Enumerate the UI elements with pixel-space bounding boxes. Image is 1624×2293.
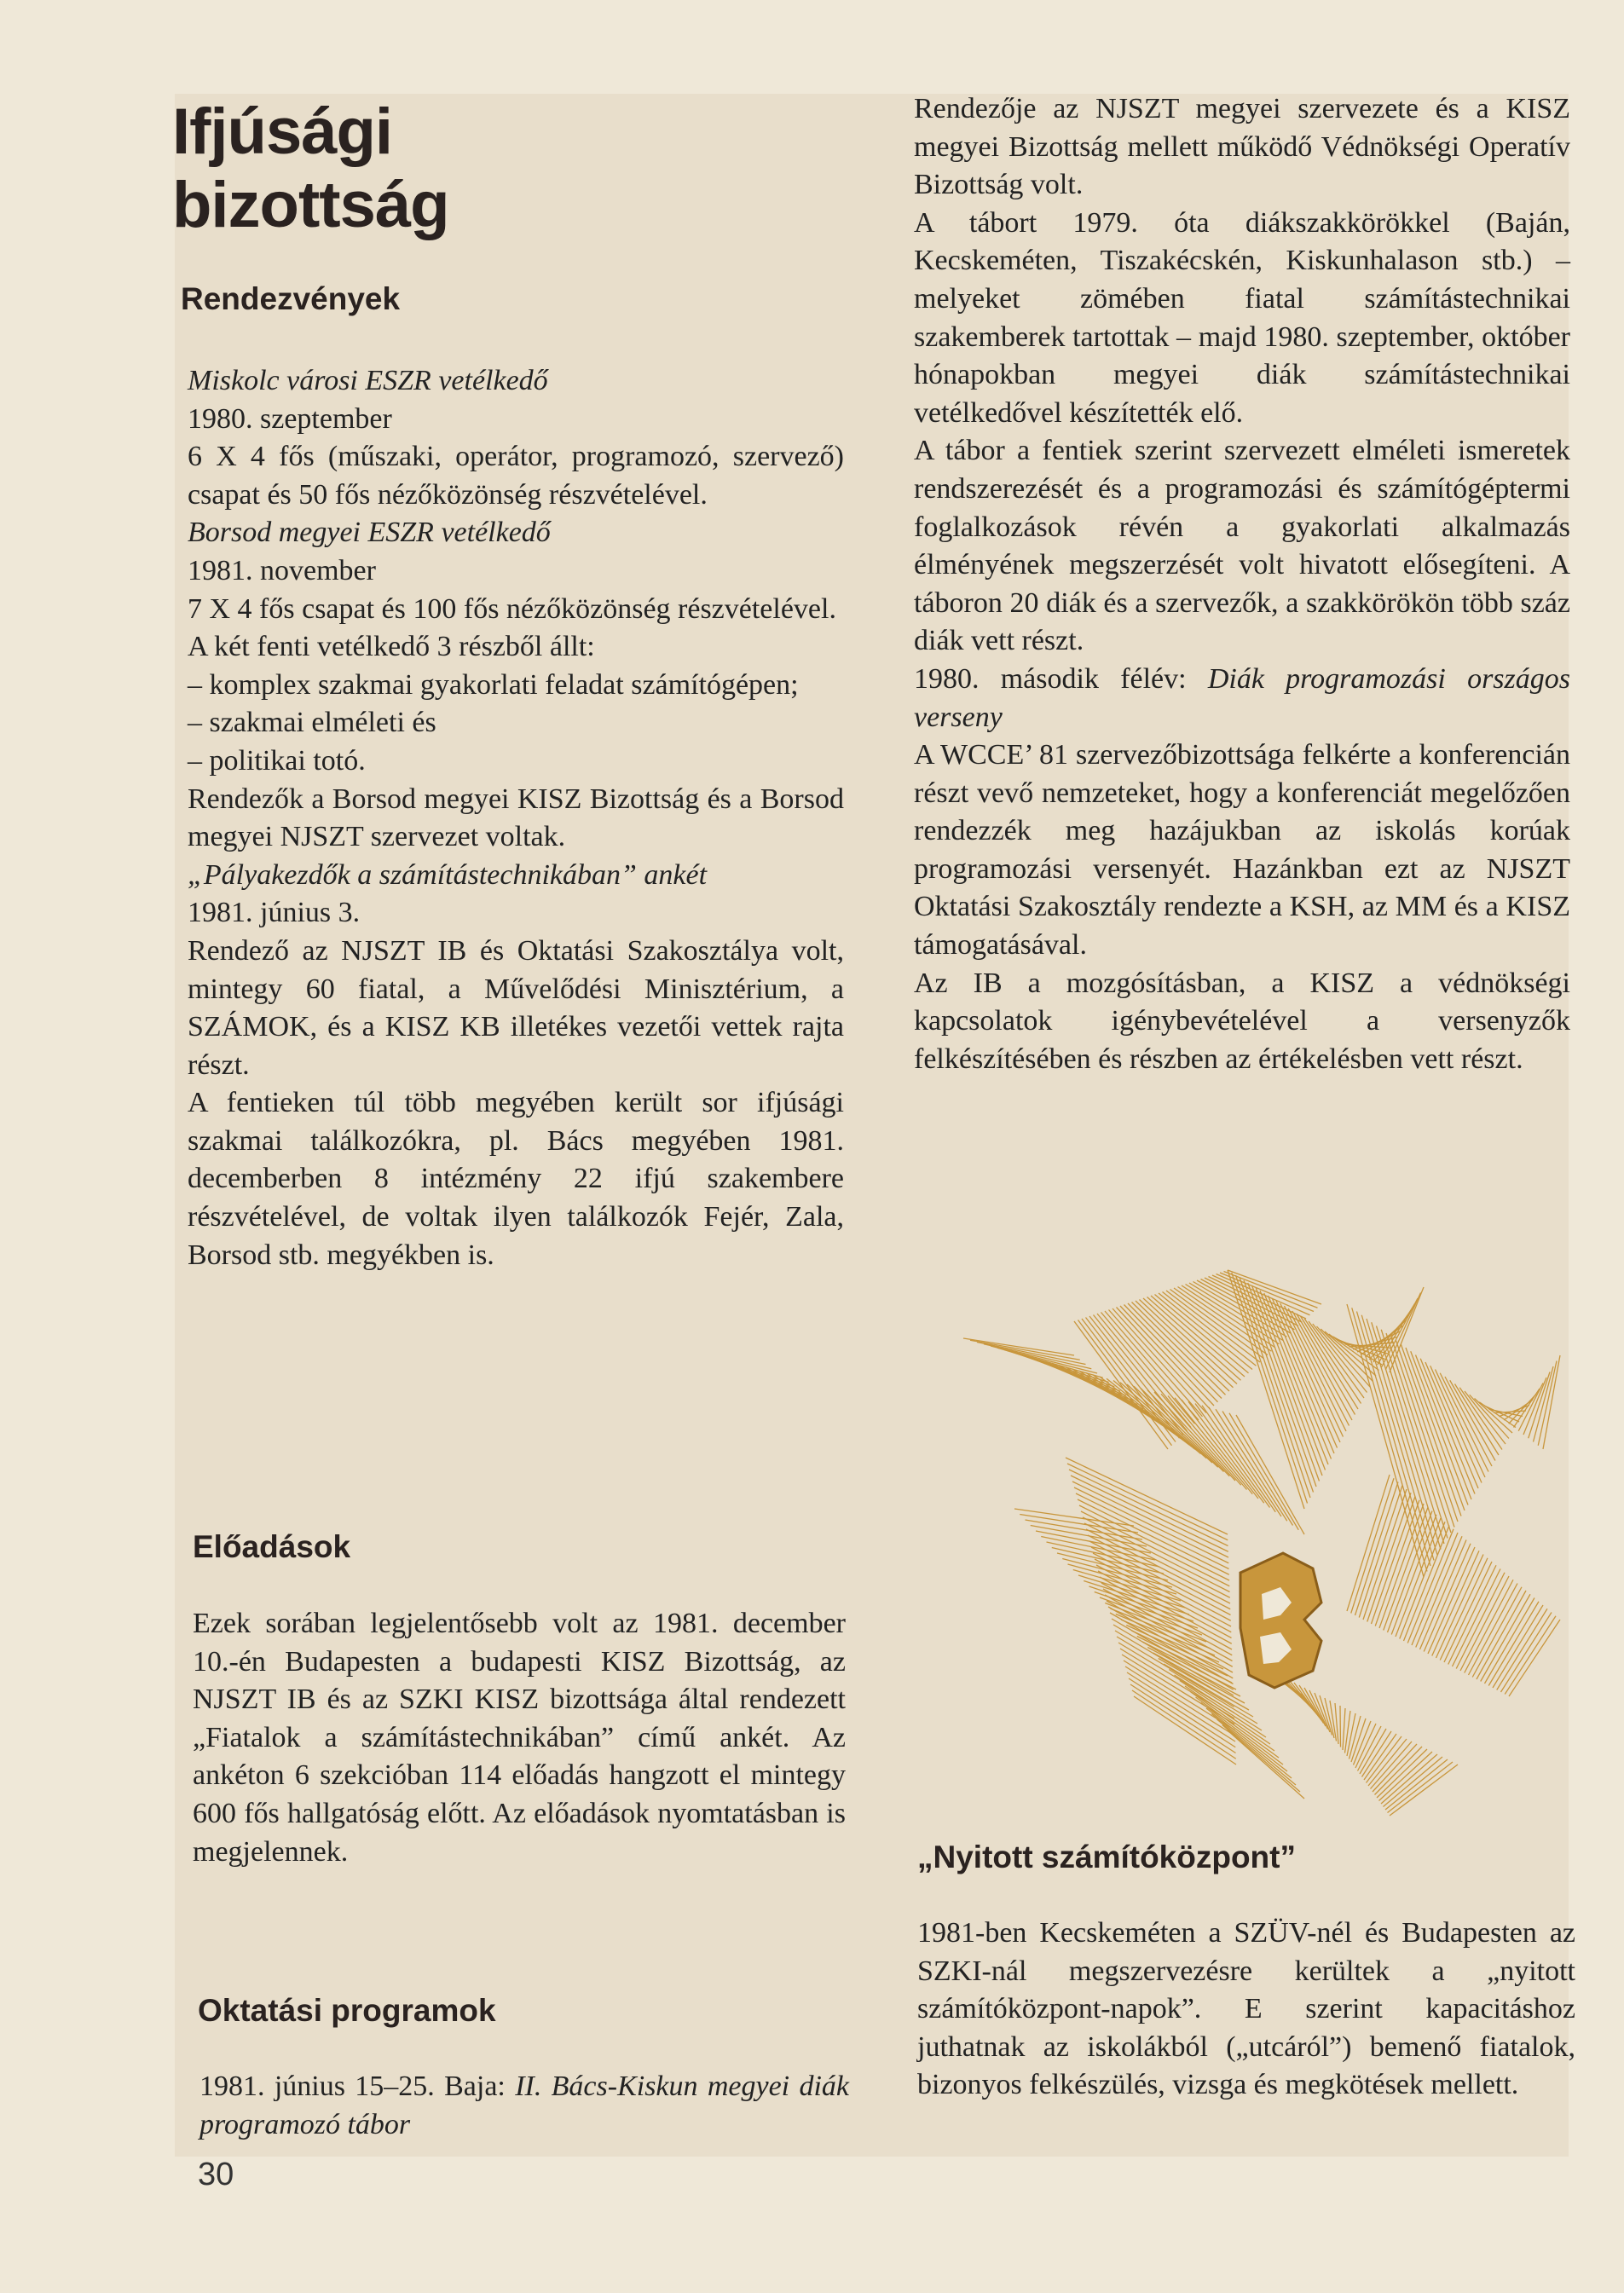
organizers-text: Rendezők a Borsod megyei KISZ Bizottság és a Borsod megyei NJSZT szervezet voltak. [188,783,844,853]
heading-oktatasi-programok: Oktatási programok [198,1993,496,2028]
event-date: 1981. június 3. [188,897,361,929]
verseny-title: Diák programozási országos verseny [914,662,1570,733]
list-item: – szakmai elméleti és [188,707,436,739]
heading-rendezvenyek: Rendezvények [181,281,401,316]
logo-mark [1240,1553,1321,1688]
event-title-miskolc: Miskolc városi ESZR vetélkedő [188,365,548,396]
event-date: 1980. szeptember [188,402,392,435]
event-parts-intro: A két fenti vetélkedő 3 részből állt: [188,631,595,663]
left-column [188,362,844,1274]
oktatasi-title: II. Bács-Kiskun megyei diák programozó tábor [199,2071,849,2140]
list-item: – politikai totó. [188,744,366,777]
list-item: – komplex szakmai gyakorlati feladat számítógépen; [188,668,799,701]
oktatasi-date: 1981. június 15–25. Baja: [199,2071,506,2102]
paragraph: Az IB a mozgósításban, a KISZ a védnökségi kapcsolatok igénybevételével a versenyzők felkészítésében és részben az értékelésben vett részt. [914,967,1570,1075]
paragraph: A tábort 1979. óta diákszakkörökkel (Baján, Kecskeméten, Tiszakécskén, Kiskunhalason stb.) – melyeket zömében fiatal számítástechnikai szakemberek tartottak – majd 1980. szeptember, október hónapokban megyei diák számítástechnikai vetélkedővel készítették elő. [914,206,1570,429]
right-column [914,90,1570,1078]
heading-eloadasok: Előadások [193,1529,351,1564]
event-desc: A fentieken túl több megyében került sor ifjúsági szakmai találkozókra, pl. Bács megyében 1981. decemberben 8 intézmény 22 ifjú szakembere részvételével, de voltak ilyen találkozók Fejér, Zala, Borsod stb. megyékben is. [188,1087,844,1271]
title-line-2: bizottság [172,169,449,241]
paragraph: A tábor a fentiek szerint szervezett elméleti ismeretek rendszerezését és a programozási és számítógéptermi foglalkozások révén a gyakorlati alkalmazás élményének megszerzését volt hivatott elősegíteni. A táboron 20 diák és a szervezők, a szakkörökön több száz diák vett részt. [914,435,1570,657]
event-title-borsod: Borsod megyei ESZR vetélkedő [188,517,551,549]
verseny-date: 1980. második félév: [914,662,1187,695]
event-title-palyakezdok: „Pályakezdők a számítástechnikában” ankét [188,858,708,891]
oktatasi-text [199,2068,849,2144]
event-date: 1981. november [188,554,376,586]
paragraph: Rendezője az NJSZT megyei szervezete és a KISZ megyei Bizottság mellett működő Védnökségi Operatív Bizottság volt. [914,93,1570,201]
paragraph: A WCCE’ 81 szervezőbizottsága felkérte a konferencián részt vevő nemzeteket, hogy a konferenciát megelőzően rendezzék meg hazájukban az iskolás korúak programozási versenyét. Hazánkban ezt az NJSZT Oktatási Szakosztály rendezte a KSH, az MM és a KISZ támogatásával. [914,739,1570,962]
event-desc: 6 X 4 fős (műszaki, operátor, programozó, szervező) csapat és 50 fős nézőközönség részvételével. [188,441,844,511]
page-number: 30 [198,2157,234,2192]
verseny-heading [914,661,1570,736]
eloadasok-text: Ezek sorában legjelentősebb volt az 1981. december 10.-én Budapesten a budapesti KISZ Bizottság, az NJSZT IB és az SZKI KISZ bizottsága által rendezett „Fiatalok a számítástechnikában” című ankét. Az ankéton 6 szekcióban 114 előadás hangzott el mintegy 600 fős hallgatóság előtt. Az előadások nyomtatásban is megjelennek. [193,1608,846,1868]
nyitott-text: 1981-ben Kecskeméten a SZÜV-nél és Budapesten az SZKI-nál megszervezésre kerültek a „nyitott számítóközpont-napok”. E szerint kapacitáshoz juthatnak az iskolákból („utcáról”) bemenő fiatalok, bizonyos felkészülés, vizsga és megkötések mellett. [917,1917,1575,2101]
event-desc: Rendező az NJSZT IB és Oktatási Szakosztálya volt, mintegy 60 fiatal, a Művelődési Minisztérium, a SZÁMOK, és a KISZ KB illetékes vezetői vettek rajta részt. [188,934,844,1081]
string-art-logo-icon [946,1253,1594,1833]
heading-nyitott-szamitokozpont: „Nyitott számítóközpont” [917,1840,1296,1874]
event-desc: 7 X 4 fős csapat és 100 fős nézőközönség részvételével. [188,592,836,625]
title-line-1: Ifjúsági [172,95,393,168]
page-title [172,95,616,242]
